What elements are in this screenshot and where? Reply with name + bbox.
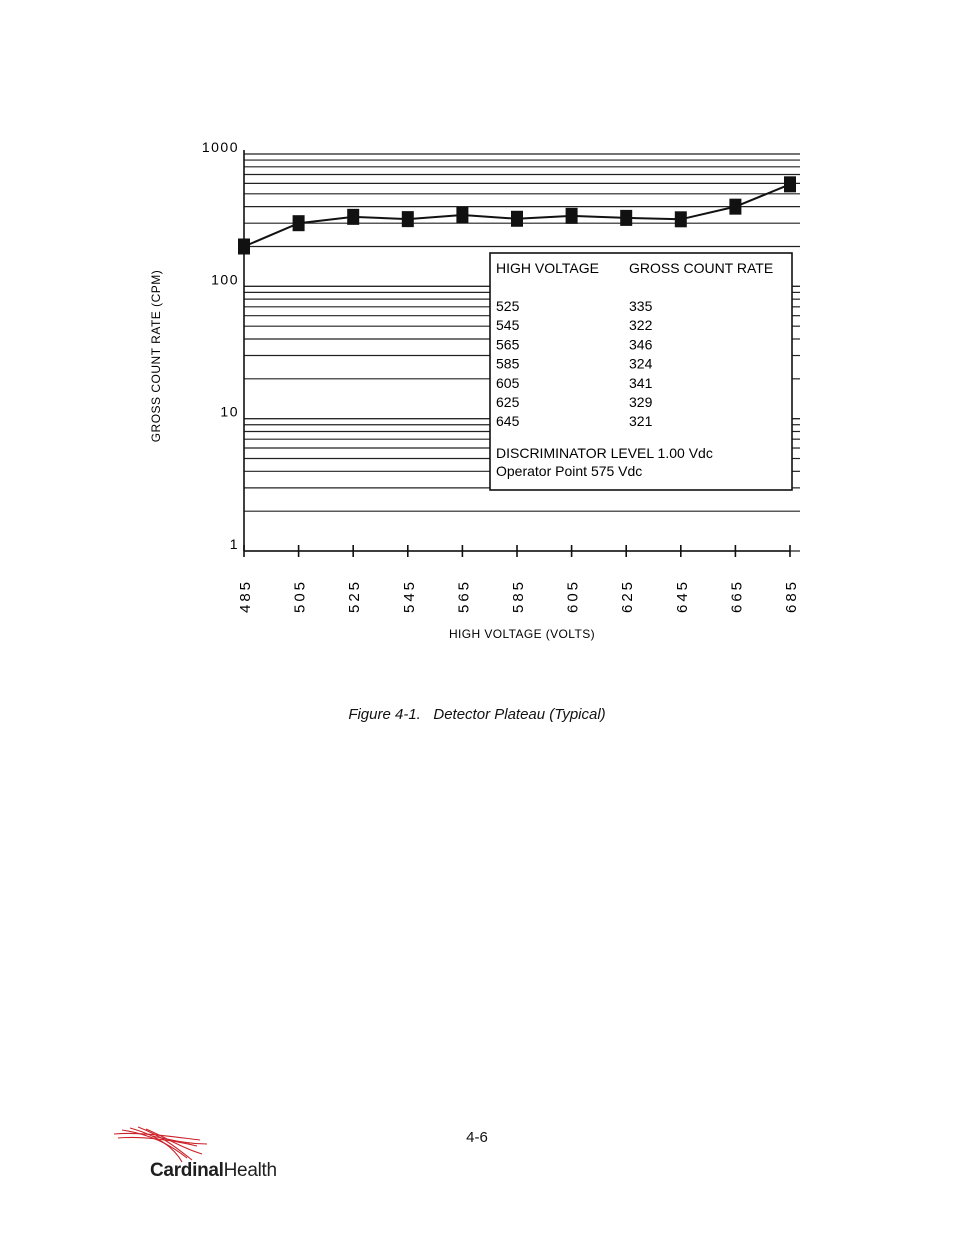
data-point-marker [675, 211, 687, 227]
data-point-marker [402, 211, 414, 227]
table-cell-voltage: 545 [496, 317, 520, 334]
inset-table [490, 253, 792, 490]
y-axis-label: GROSS COUNT RATE (CPM) [149, 269, 163, 443]
x-tick-label: 545 [400, 578, 418, 614]
data-point-marker [729, 199, 741, 215]
y-tick-label: 100 [211, 271, 239, 288]
table-header-voltage: HIGH VOLTAGE [496, 260, 599, 276]
table-cell-voltage: 645 [496, 413, 520, 430]
table-cell-count-rate: 329 [629, 394, 653, 410]
x-tick-label: 625 [619, 578, 637, 614]
table-cell-voltage: 565 [496, 336, 520, 353]
figure-caption [0, 706, 954, 723]
chart-series [238, 176, 796, 254]
x-tick-label: 505 [291, 578, 309, 614]
y-tick-labels [202, 139, 239, 552]
y-tick-label: 1 [229, 536, 239, 552]
y-tick-label: 10 [220, 403, 239, 420]
y-tick-label: 1000 [201, 139, 239, 155]
figure-title: Detector Plateau (Typical) [433, 706, 606, 723]
table-cell-count-rate: 341 [629, 374, 653, 391]
x-tick-label: 485 [237, 578, 254, 614]
data-point-marker [620, 210, 632, 226]
logo-word-light: Health [223, 1160, 277, 1181]
x-tick-label: 525 [346, 578, 364, 614]
x-tick-label: 645 [673, 578, 691, 614]
page-number: 4-6 [466, 1129, 488, 1146]
table-cell-count-rate: 346 [629, 336, 653, 353]
data-point-marker [511, 211, 523, 227]
x-tick-label: 565 [455, 578, 473, 614]
table-cell-voltage: 585 [496, 355, 520, 372]
table-cell-count-rate: 324 [629, 355, 653, 372]
figure-number: Figure 4-1. [348, 706, 421, 723]
table-header-count-rate: GROSS COUNT RATE [629, 260, 774, 276]
logo-word-bold: Cardinal [150, 1160, 224, 1181]
table-cell-voltage: 625 [496, 394, 520, 410]
x-tick-label: 605 [564, 578, 582, 614]
x-tick-label: 665 [728, 578, 746, 614]
operator-point-note: Operator Point 575 Vdc [496, 463, 643, 479]
data-point-marker [566, 208, 578, 224]
table-cell-count-rate: 321 [629, 413, 653, 430]
discriminator-level-note: DISCRIMINATOR LEVEL 1.00 Vdc [496, 445, 713, 461]
x-tick-label: 585 [510, 578, 527, 614]
cardinal-health-logo [112, 1126, 282, 1186]
data-point-marker [238, 238, 250, 254]
table-cell-count-rate: 322 [629, 317, 653, 334]
x-tick-label: 685 [783, 578, 800, 614]
data-point-marker [347, 209, 359, 225]
table-cell-count-rate: 335 [629, 298, 653, 314]
table-cell-voltage: 525 [496, 298, 520, 314]
logo-wordmark [150, 1160, 277, 1182]
x-tick-labels [237, 545, 800, 613]
table-cell-voltage: 605 [496, 374, 520, 391]
data-point-marker [456, 207, 468, 223]
x-axis-label: HIGH VOLTAGE (VOLTS) [448, 627, 596, 641]
data-point-marker [293, 215, 305, 231]
data-point-marker [784, 176, 796, 192]
